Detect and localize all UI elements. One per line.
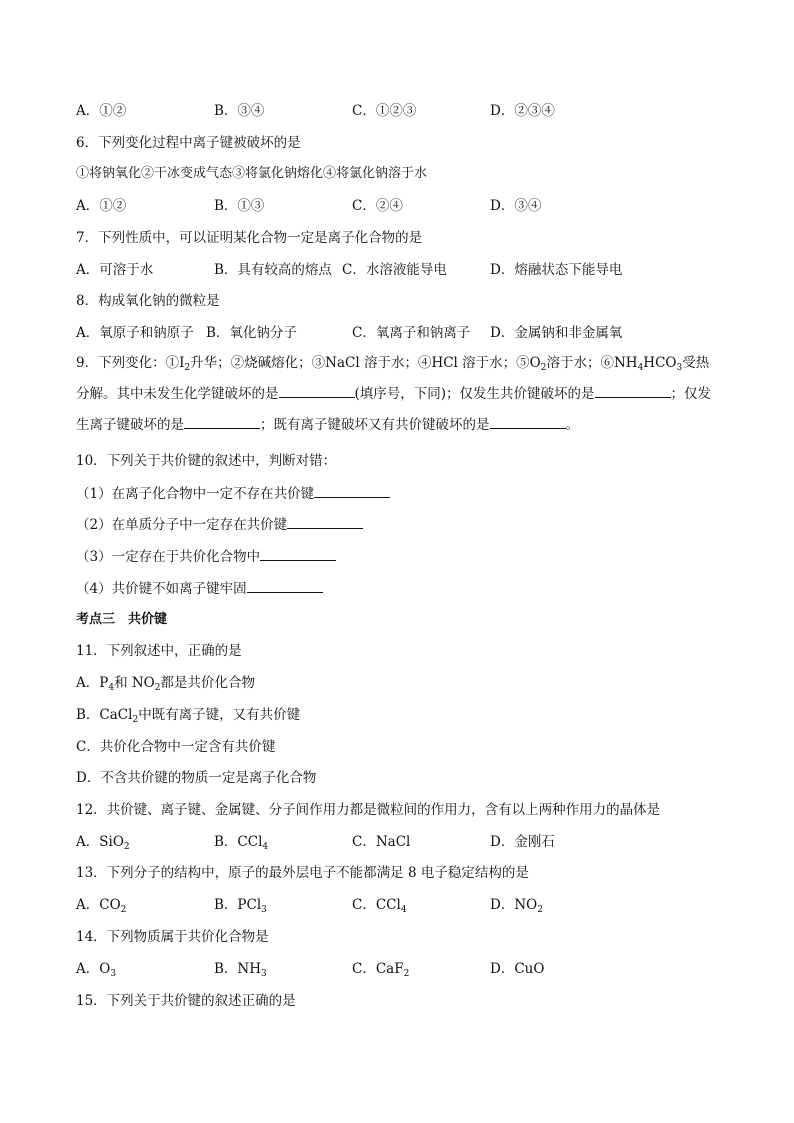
q5-option-c[interactable]: C．①②③: [352, 103, 417, 119]
q10-item-1: （1）在离子化合物中一定不存在共价键: [76, 483, 390, 504]
q6-option-c[interactable]: C．②④: [352, 198, 403, 214]
section-title: 考点三 共价键: [76, 612, 168, 627]
q14-option-b[interactable]: B．$NH_3$: [214, 961, 267, 979]
q6-stem: 6．下列变化过程中离子键被破坏的是: [76, 135, 301, 151]
q14-stem: 14．下列物质属于共价化合物是: [76, 929, 269, 945]
q10-blank-4[interactable]: [247, 578, 323, 593]
q8-option-b[interactable]: B．氧化钠分子: [206, 325, 297, 341]
q7-stem: 7．下列性质中，可以证明某化合物一定是离子化合物的是: [76, 230, 423, 246]
q12-option-a[interactable]: A．SiO$_2$: [76, 834, 130, 852]
q11-option-a[interactable]: A．$P_4$和 $NO_2$都是共价化合物: [76, 675, 255, 693]
q10-item-2: （2）在单质分子中一定存在共价键: [76, 514, 363, 535]
q10-blank-3[interactable]: [260, 546, 336, 561]
q6-option-b[interactable]: B．①③: [214, 198, 265, 214]
q9-blank-3[interactable]: [184, 414, 260, 429]
q5-option-a[interactable]: A．①②: [76, 103, 127, 119]
q5-option-b[interactable]: B．③④: [214, 103, 265, 119]
q14-option-c[interactable]: C．CaF$_2$: [352, 961, 410, 979]
q10-item-4: （4）共价键不如离子键牢固: [76, 578, 323, 599]
q9-blank-1[interactable]: [279, 383, 355, 398]
q10-item-3: （3）一定存在于共价化合物中: [76, 546, 336, 567]
q8-option-c[interactable]: C．氧离子和钠离子: [352, 325, 471, 341]
q10-blank-1[interactable]: [314, 483, 390, 498]
q6-option-d[interactable]: D．③④: [490, 198, 542, 214]
q11-stem: 11．下列叙述中，正确的是: [76, 643, 242, 659]
q7-option-c[interactable]: C．水溶液能导电: [342, 262, 447, 278]
q12-options: [76, 832, 716, 852]
q12-option-d[interactable]: D．金刚石: [490, 834, 555, 850]
q10-blank-2[interactable]: [287, 514, 363, 529]
q8-option-a[interactable]: A．氧原子和钠原子: [76, 325, 194, 341]
q6-option-a[interactable]: A．①②: [76, 198, 127, 214]
q8-options: [76, 323, 716, 343]
q13-options: [76, 895, 716, 915]
q13-option-a[interactable]: A．$CO_2$: [76, 897, 127, 915]
q9-blank-4[interactable]: [490, 414, 566, 429]
q5-option-d[interactable]: D．②③④: [490, 103, 555, 119]
q6-items: ①将钠氧化②干冰变成气态③将氯化钠熔化④将氯化钠溶于水: [76, 166, 428, 181]
q13-stem: 13．下列分子的结构中，原子的最外层电子不能都满足 8 电子稳定结构的是: [76, 865, 529, 881]
q14-option-a[interactable]: A．$O_3$: [76, 961, 117, 979]
q6-options: [76, 196, 716, 216]
q12-stem: 12．共价键、离子键、金属键、分子间作用力都是微粒间的作用力，含有以上两种作用力的晶体是: [76, 802, 661, 818]
q12-option-b[interactable]: B．CCl$_4$: [214, 834, 269, 852]
q7-option-d[interactable]: D．熔融状态下能导电: [490, 262, 623, 278]
q8-stem: 8．构成氧化钠的微粒是: [76, 293, 220, 309]
q13-option-c[interactable]: C．CCl$_4$: [352, 897, 407, 915]
q9-blank-2[interactable]: [595, 383, 671, 398]
q11-option-d[interactable]: D．不含共价键的物质一定是离子化合物: [76, 770, 317, 786]
q7-option-a[interactable]: A．可溶于水: [76, 262, 154, 278]
q8-option-d[interactable]: D．金属钠和非金属氧: [490, 325, 623, 341]
q7-option-b[interactable]: B．具有较高的熔点: [214, 262, 332, 278]
q13-option-b[interactable]: B．PCl$_3$: [214, 897, 267, 915]
q11-option-c[interactable]: C．共价化合物中一定含有共价键: [76, 739, 276, 755]
q13-option-d[interactable]: D．$NO_2$: [490, 897, 543, 915]
q14-option-d[interactable]: D．CuO: [490, 961, 545, 977]
q12-option-c[interactable]: C．NaCl: [352, 834, 411, 850]
q14-options: [76, 959, 716, 979]
q5-options: [76, 101, 716, 121]
q9-text: 9．下列变化：$①I_2$升华；②烧碱熔化；③NaCl 溶于水；④HCl 溶于水；$⑤O_2$溶于水；$⑥NH_4HCO_3$受热分解。其中未发生化学键破坏的是 (填序号，下同)；仅发生共价键破坏的是 ；仅发生离子键破坏的是 ；既有离子键破坏又有共价键破坏的是 。: [76, 355, 712, 433]
q10-stem: 10．下列关于共价键的叙述中，判断对错：: [76, 453, 337, 469]
q7-options: [76, 260, 716, 280]
q15-stem: 15．下列关于共价键的叙述正确的是: [76, 993, 296, 1009]
q11-option-b[interactable]: B．CaCl$_2$中既有离子键，又有共价键: [76, 707, 301, 725]
